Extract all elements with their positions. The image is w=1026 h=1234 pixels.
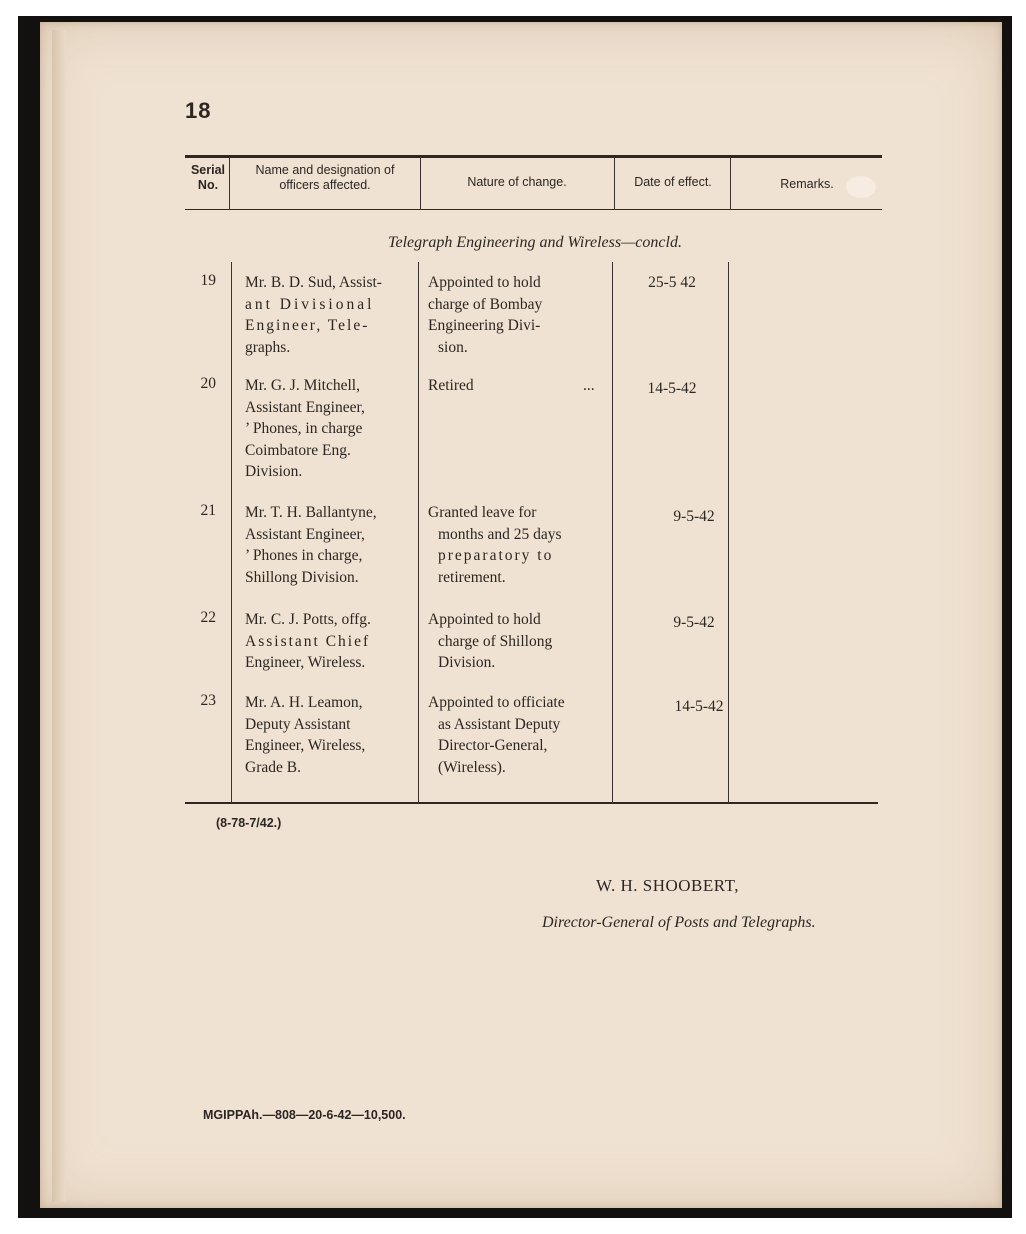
header-serial: Serial No. [190, 163, 226, 192]
serial-number: 19 [200, 272, 216, 289]
file-reference: (8-78-7/42.) [216, 816, 282, 830]
page-edge-shadow [52, 30, 66, 1202]
header-divider [420, 158, 421, 210]
officer-name: Mr. B. D. Sud, Assist- ant Divisional Engineer, Tele- graphs. [245, 274, 382, 356]
signatory-name: W. H. SHOOBERT, [596, 876, 739, 895]
officer-name: Mr. T. H. Ballantyne, Assistant Engineer, ’ Phones in charge, Shillong Division. [245, 504, 377, 586]
page-number: 18 [185, 98, 212, 123]
table-top-rule [185, 155, 882, 158]
header-bottom-rule [185, 209, 882, 210]
officer-name: Mr. C. J. Potts, offg. Assistant Chief Engineer, Wireless. [245, 611, 371, 671]
header-date: Date of effect. [634, 175, 712, 189]
date-of-effect: 25-5 42 [648, 274, 696, 291]
officer-name: Mr. G. J. Mitchell, Assistant Engineer, ’ Phones, in charge Coimbatore Eng. Division. [245, 377, 365, 480]
date-of-effect: 9-5-42 [673, 508, 715, 525]
nature-of-change: Granted leave for months and 25 days preparatory to retirement. [428, 504, 562, 586]
header-remarks: Remarks. [780, 177, 834, 191]
nature-of-change: Appointed to hold charge of Shillong Division. [428, 611, 553, 671]
column-divider [418, 262, 419, 802]
serial-number: 22 [200, 609, 216, 626]
signatory-title: Director-General of Posts and Telegraphs. [542, 914, 816, 931]
date-of-effect: 9-5-42 [673, 614, 715, 631]
date-of-effect: 14-5-42 [674, 698, 724, 715]
header-divider [730, 158, 731, 210]
date-of-effect: 14-5-42 [647, 380, 697, 397]
nature-of-change: Appointed to officiate as Assistant Deputy Director-General, (Wireless). [428, 694, 565, 776]
column-divider [728, 262, 729, 802]
table-bottom-rule [185, 802, 878, 804]
section-title: Telegraph Engineering and Wireless—concld. [388, 234, 682, 251]
column-divider [231, 262, 232, 802]
officer-name: Mr. A. H. Leamon, Deputy Assistant Engineer, Wireless, Grade B. [245, 694, 366, 776]
header-name: Name and designation of officers affected. [255, 163, 395, 192]
serial-number: 20 [200, 375, 216, 392]
nature-of-change: Appointed to hold charge of Bombay Engineering Divi- sion. [428, 274, 543, 356]
header-nature: Nature of change. [467, 175, 567, 189]
serial-number: 21 [200, 502, 216, 519]
serial-number: 23 [200, 692, 216, 709]
nature-of-change: Retired ... [428, 377, 595, 394]
printer-imprint: MGIPPAh.—808—20-6-42—10,500. [203, 1108, 406, 1122]
header-divider [614, 158, 615, 210]
column-divider [612, 262, 613, 802]
